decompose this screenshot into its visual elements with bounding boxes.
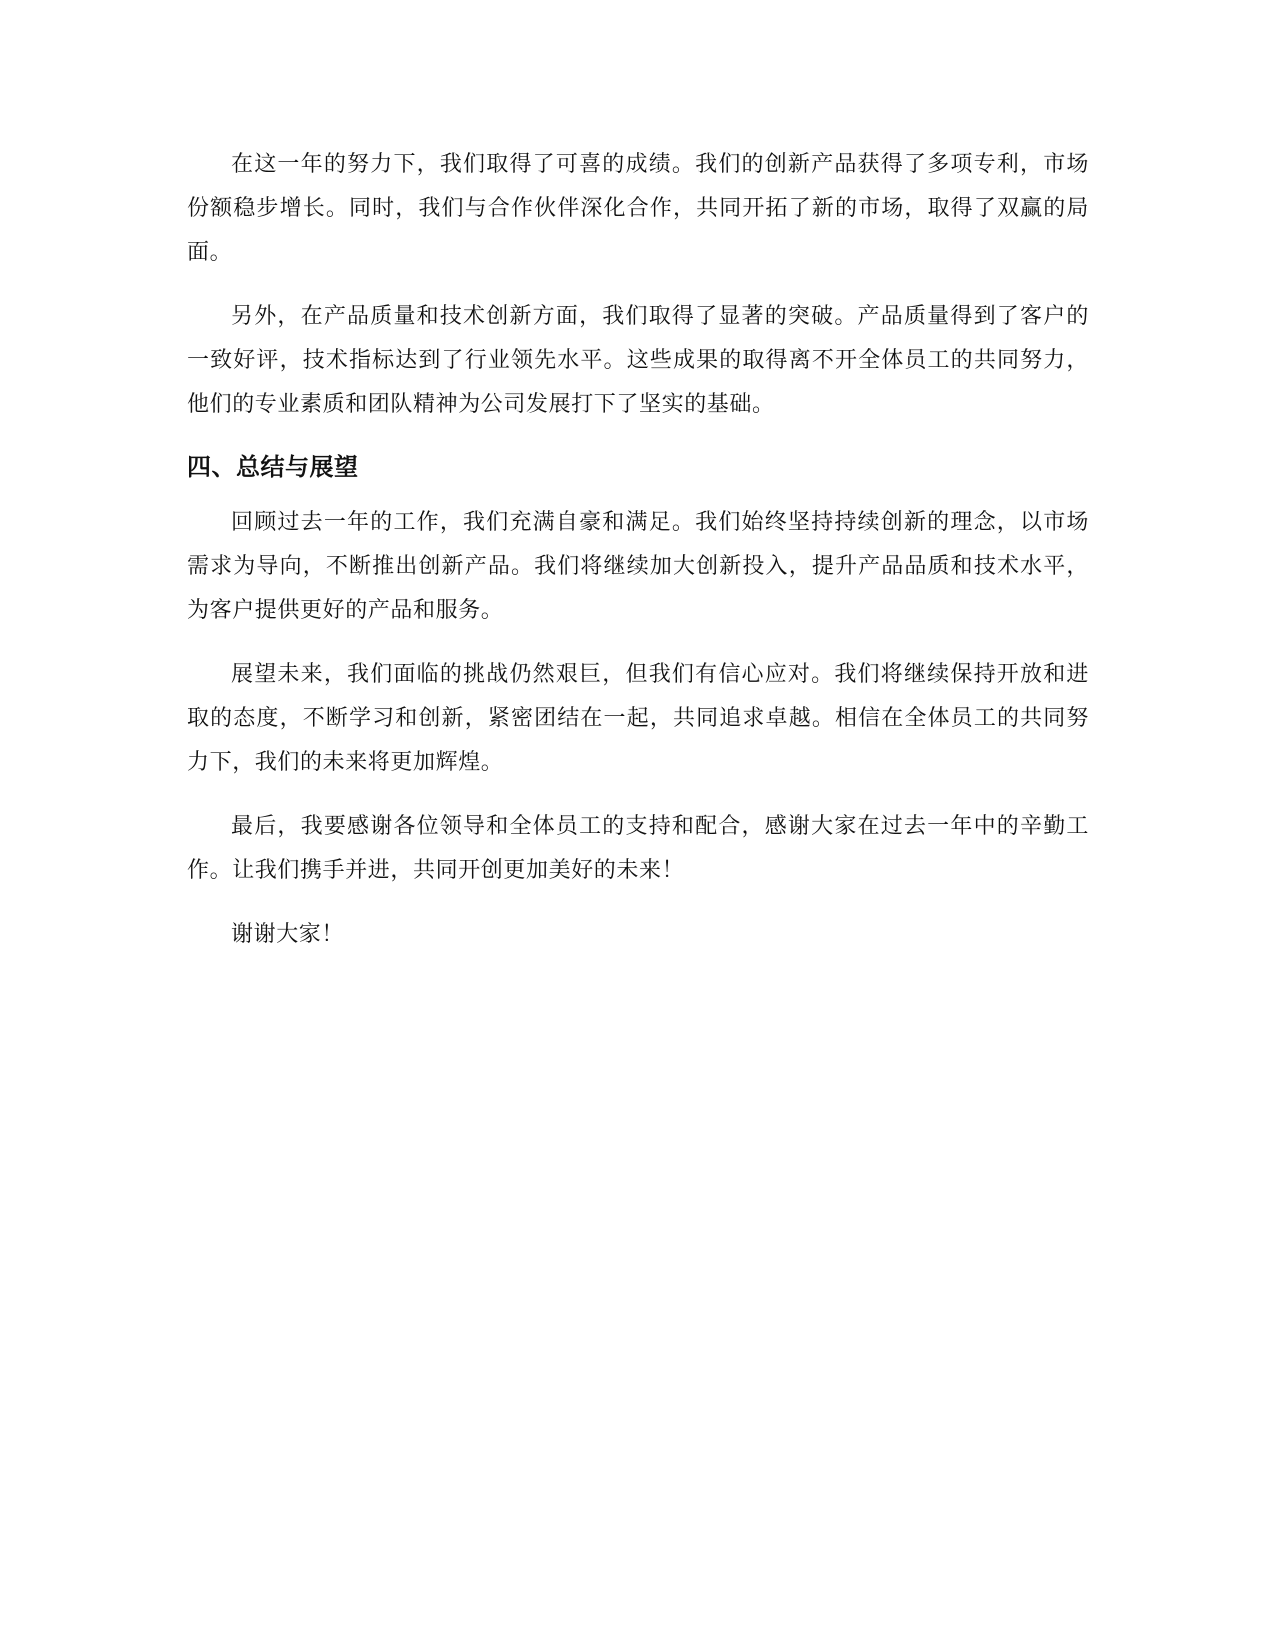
paragraph-outlook: 展望未来，我们面临的挑战仍然艰巨，但我们有信心应对。我们将继续保持开放和进取的态度，不断学习和创新，紧密团结在一起，共同追求卓越。相信在全体员工的共同努力下，我们的未来将更加辉煌。 (187, 662, 1089, 775)
paragraph-review: 回顾过去一年的工作，我们充满自豪和满足。我们始终坚持持续创新的理念，以市场需求为导向，不断推出创新产品。我们将继续加大创新投入，提升产品品质和技术水平，为客户提供更好的产品和服务。 (187, 510, 1089, 623)
document-body (187, 143, 1089, 977)
paragraph-thanks: 最后，我要感谢各位领导和全体员工的支持和配合，感谢大家在过去一年中的辛勤工作。让我们携手并进，共同开创更加美好的未来！ (187, 814, 1089, 883)
section-heading: 四、总结与展望 (187, 453, 359, 481)
paragraph-closing: 谢谢大家！ (231, 922, 345, 947)
paragraph-achievements: 在这一年的努力下，我们取得了可喜的成绩。我们的创新产品获得了多项专利，市场份额稳步增长。同时，我们与合作伙伴深化合作，共同开拓了新的市场，取得了双赢的局面。 (187, 152, 1089, 265)
paragraph-quality-innovation: 另外，在产品质量和技术创新方面，我们取得了显著的突破。产品质量得到了客户的一致好评，技术指标达到了行业领先水平。这些成果的取得离不开全体员工的共同努力，他们的专业素质和团队精神为公司发展打下了坚实的基础。 (187, 304, 1089, 417)
